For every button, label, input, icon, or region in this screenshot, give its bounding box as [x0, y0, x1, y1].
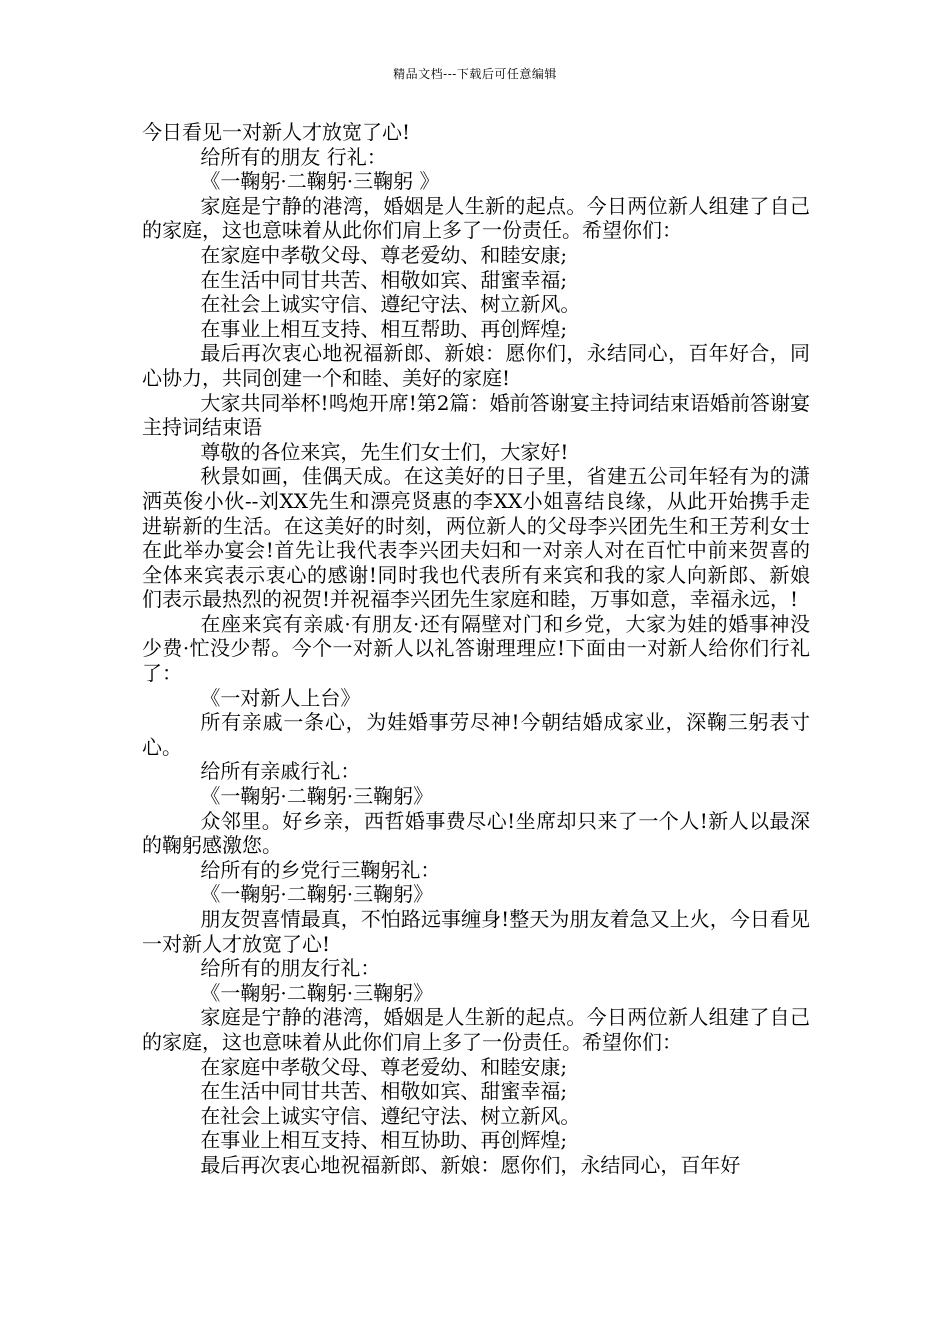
paragraph: 秋景如画，佳偶天成。在这美好的日子里，省建五公司年轻有为的潇洒英俊小伙--刘XX先生和漂亮贤惠的李XX小姐喜结良缘，从此开始携手走进崭新的生活。在这美好的时刻，两位新人的父母李兴团先生和王芳利女士在此举办宴会!首先让我代表李兴团夫妇和一对亲人对在百忙中前来贺喜的全体来宾表示衷心的感谢!同时我也代表所有来宾和我的家人向新郎、新娘们表示最热烈的祝贺!并祝福李兴团先生家庭和睦，万事如意，幸福永远，! [142, 464, 810, 612]
page-header: 精品文档---下载后可任意编辑 [393, 67, 557, 81]
paragraph: 《一鞠躬·二鞠躬·三鞠躬》 [200, 784, 434, 809]
paragraph: 《一鞠躬·二鞠躬·三鞠躬 》 [200, 169, 440, 194]
paragraph: 在事业上相互支持、相互帮助、再创辉煌; [200, 316, 568, 341]
paragraph: 在事业上相互支持、相互协助、再创辉煌; [200, 1128, 568, 1153]
paragraph: 给所有亲戚行礼： [200, 759, 361, 784]
paragraph: 在家庭中孝敬父母、尊老爱幼、和睦安康; [200, 242, 568, 267]
paragraph: 今日看见一对新人才放宽了心! [142, 120, 411, 144]
paragraph: 家庭是宁静的港湾，婚姻是人生新的起点。今日两位新人组建了自己的家庭，这也意味着从此你们肩上多了一份责任。希望你们： [142, 193, 810, 243]
paragraph: 给所有的朋友 行礼： [200, 144, 387, 169]
document-body [142, 120, 810, 1178]
paragraph: 尊敬的各位来宾，先生们女士们，大家好! [200, 439, 569, 464]
paragraph: 众邻里。好乡亲，西哲婚事费尽心!坐席却只来了一个人!新人以最深的鞠躬感激您。 [142, 808, 810, 858]
paragraph: 最后再次衷心地祝福新郎、新娘：愿你们，永结同心，百年好 [200, 1152, 741, 1177]
paragraph: 《一鞠躬·二鞠躬·三鞠躬》 [200, 882, 434, 907]
paragraph: 《一鞠躬·二鞠躬·三鞠躬》 [200, 980, 434, 1005]
paragraph: 所有亲戚一条心，为娃婚事劳尽神!今朝结婚成家业，深鞠三躬表寸心。 [142, 710, 810, 759]
paragraph: 《一对新人上台》 [200, 685, 361, 710]
paragraph: 大家共同举杯!鸣炮开席!第2篇：婚前答谢宴主持词结束语婚前答谢宴主持词结束语 [142, 390, 810, 440]
paragraph: 在家庭中孝敬父母、尊老爱幼、和睦安康; [200, 1054, 568, 1079]
paragraph: 在生活中同甘共苦、相敬如宾、甜蜜幸福; [200, 267, 568, 292]
paragraph: 在社会上诚实守信、遵纪守法、树立新风。 [200, 1103, 581, 1128]
paragraph: 在社会上诚实守信、遵纪守法、树立新风。 [200, 292, 581, 317]
paragraph: 最后再次衷心地祝福新郎、新娘：愿你们，永结同心，百年好合，同心协力，共同创建一个和睦、美好的家庭! [142, 341, 810, 390]
paragraph: 在座来宾有亲戚·有朋友·还有隔壁对门和乡党，大家为娃的婚事神没少费·忙没少帮。今个一对新人以礼答谢理理应!下面由一对新人给你们行礼了： [142, 611, 810, 686]
paragraph: 在生活中同甘共苦、相敬如宾、甜蜜幸福; [200, 1079, 568, 1104]
paragraph: 给所有的乡党行三鞠躬礼： [200, 857, 441, 882]
paragraph: 家庭是宁静的港湾，婚姻是人生新的起点。今日两位新人组建了自己的家庭，这也意味着从此你们肩上多了一份责任。希望你们： [142, 1005, 810, 1054]
paragraph: 朋友贺喜情最真，不怕路远事缠身!整天为朋友着急又上火，今日看见一对新人才放宽了心! [142, 907, 810, 956]
paragraph: 给所有的朋友行礼： [200, 956, 381, 981]
